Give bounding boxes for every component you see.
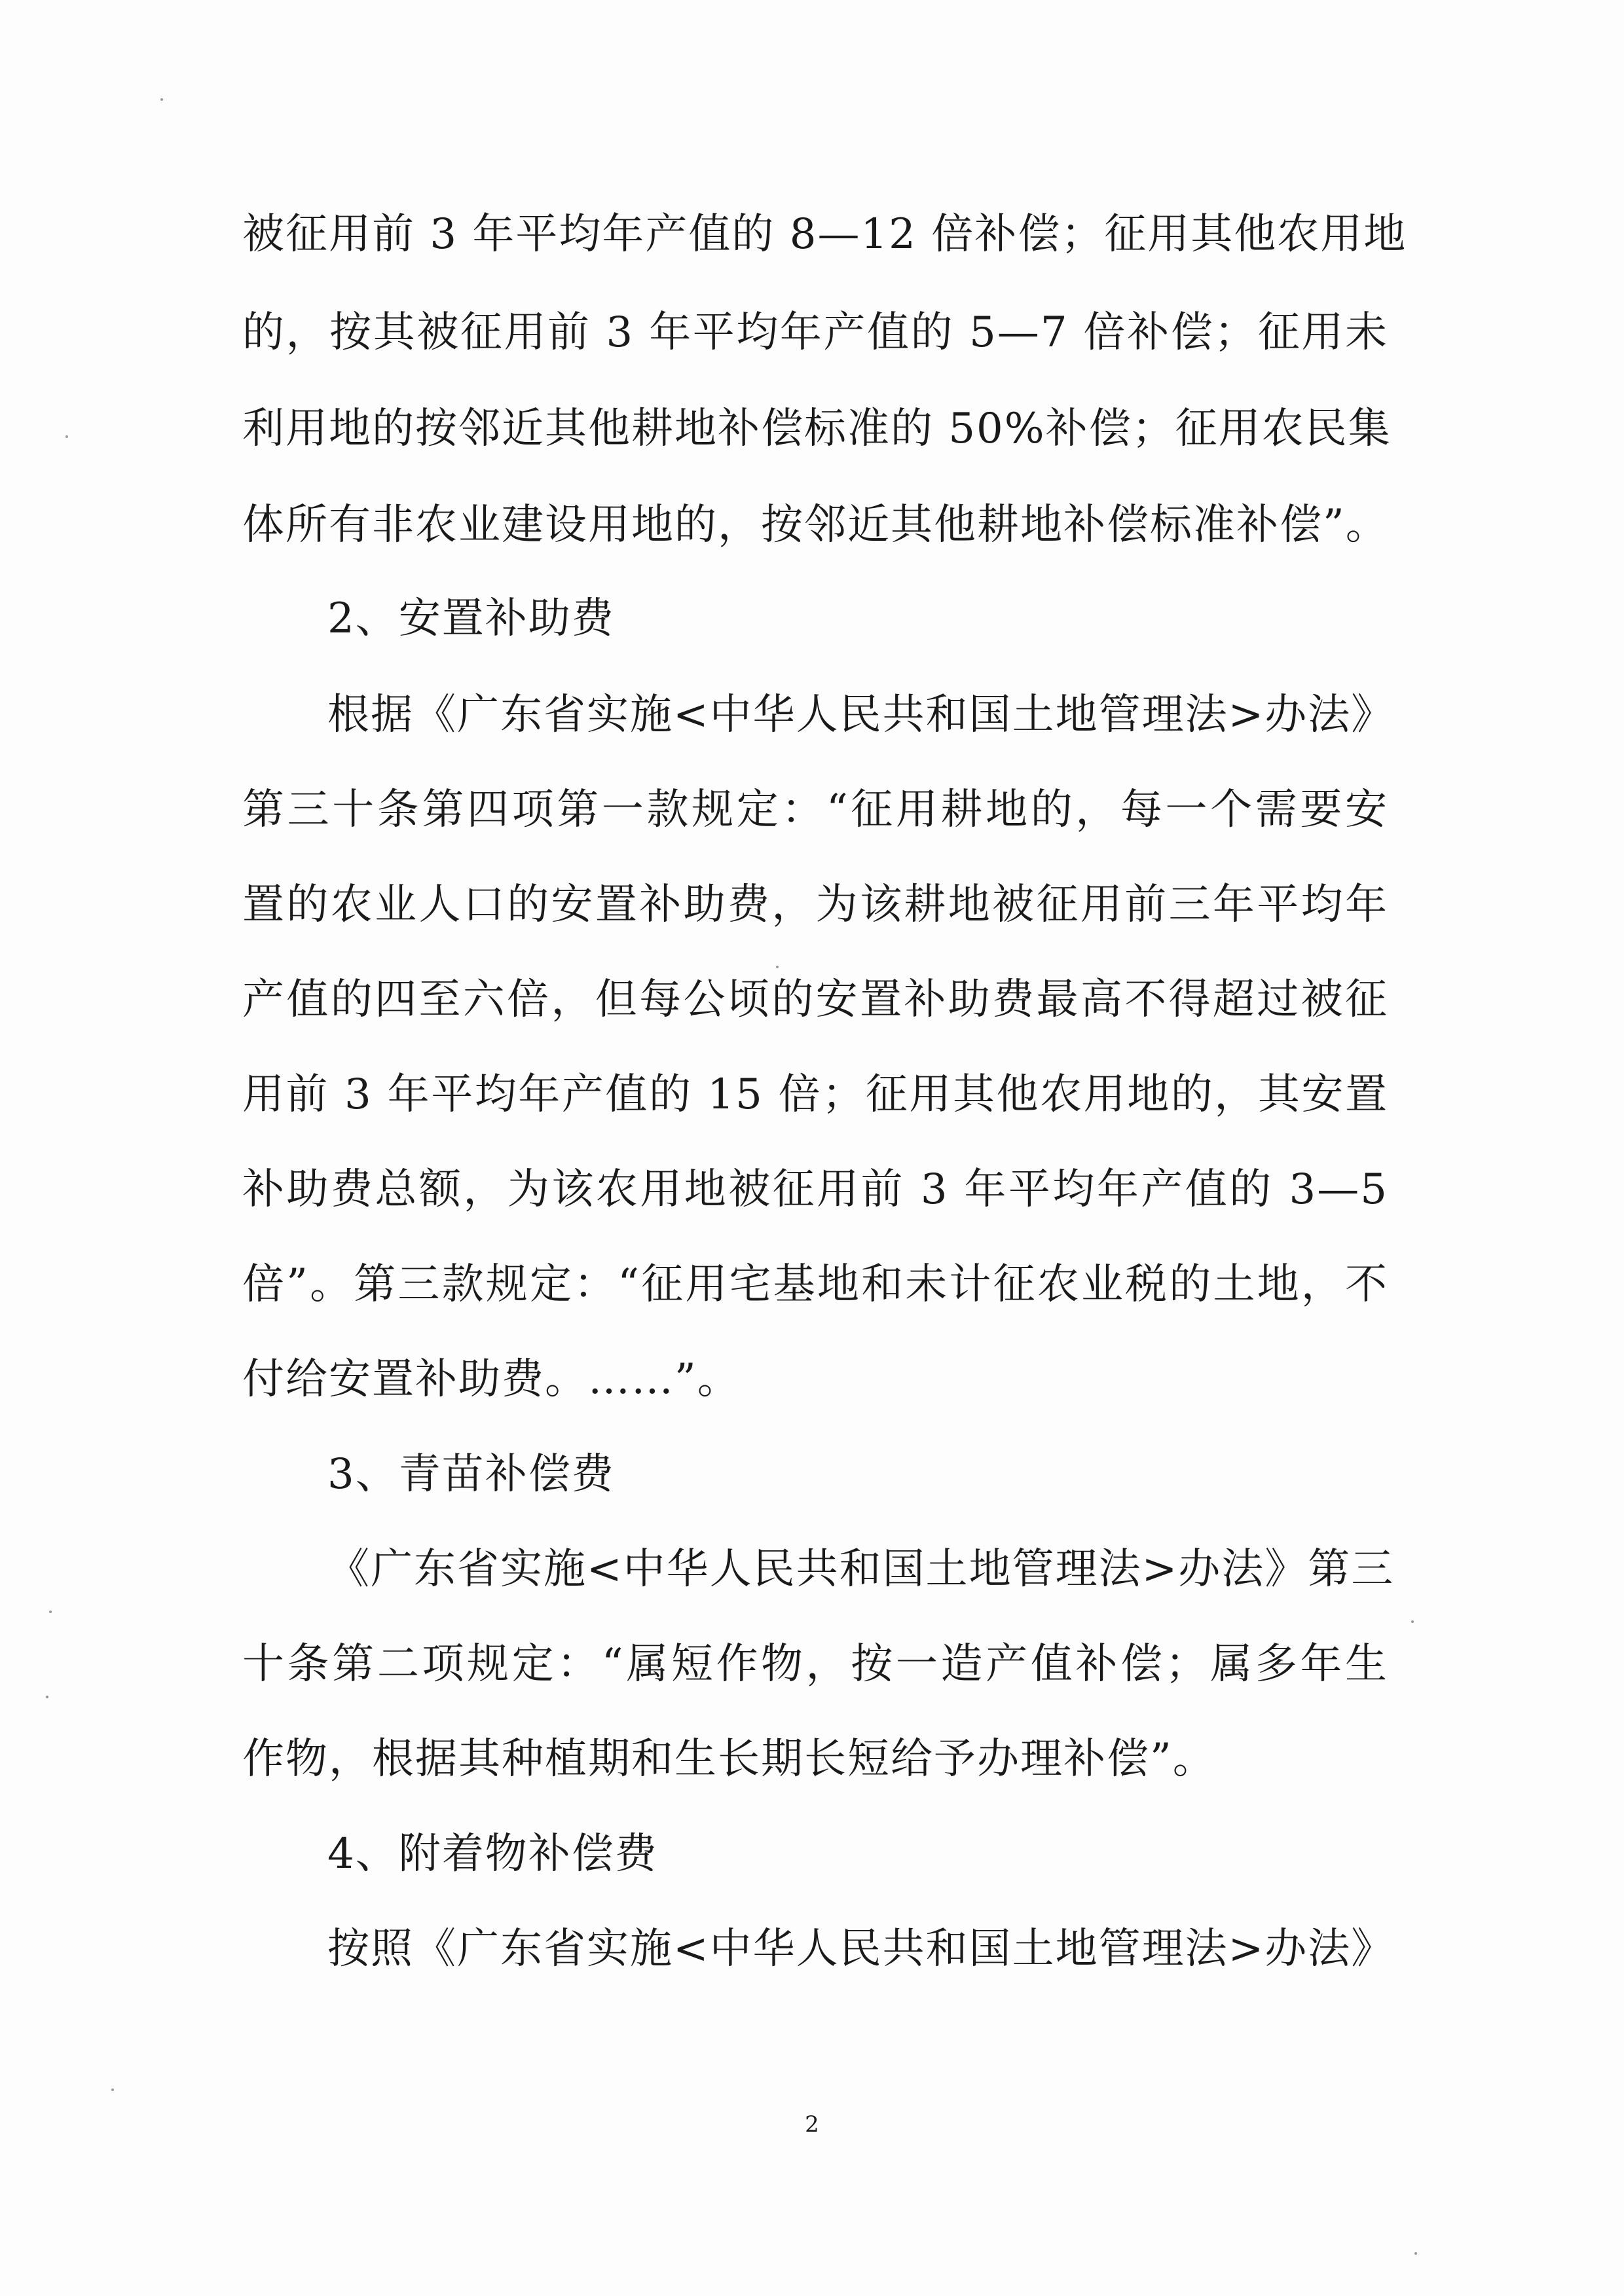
section-heading-resettlement-subsidy: 2、安置补助费 xyxy=(327,594,615,643)
scan-speck xyxy=(160,98,163,101)
text-line-19: 按照《广东省实施<中华人民共和国土地管理法>办法》 xyxy=(327,1925,1395,1973)
text-line-4: 体所有非农业建设用地的，按邻近其他耕地补偿标准补偿”。 xyxy=(242,501,1389,549)
scan-speck xyxy=(111,2088,114,2091)
text-line-13: 付给安置补助费。……”。 xyxy=(242,1355,741,1404)
scan-speck xyxy=(65,435,68,438)
scan-speck xyxy=(46,1696,48,1698)
scan-speck xyxy=(776,966,779,968)
scan-speck xyxy=(1414,2252,1417,2255)
text-line-17: 作物，根据其种植期和生长期长短给予办理补偿”。 xyxy=(242,1735,1216,1783)
text-line-10: 用前 3 年平均年产值的 15 倍；征用其他农用地的，其安置 xyxy=(242,1070,1388,1119)
text-line-6: 根据《广东省实施<中华人民共和国土地管理法>办法》 xyxy=(327,691,1395,739)
text-line-16: 十条第二项规定：“属短作物，按一造产值补偿；属多年生 xyxy=(242,1640,1388,1688)
text-line-3: 利用地的按邻近其他耕地补偿标准的 50%补偿；征用农民集 xyxy=(242,405,1392,453)
text-line-8: 置的农业人口的安置补助费，为该耕地被征用前三年平均年 xyxy=(242,881,1388,929)
text-line-15: 《广东省实施<中华人民共和国土地管理法>办法》第三 xyxy=(327,1545,1395,1594)
text-line-9: 产值的四至六倍，但每公顷的安置补助费最高不得超过被征 xyxy=(242,975,1388,1024)
page-number: 2 xyxy=(805,2111,819,2138)
section-heading-crop-compensation: 3、青苗补偿费 xyxy=(327,1450,615,1499)
text-line-2: 的，按其被征用前 3 年平均年产值的 5—7 倍补偿；征用未 xyxy=(242,308,1388,357)
scan-speck xyxy=(1411,1620,1414,1623)
text-line-1: 被征用前 3 年平均年产值的 8—12 倍补偿；征用其他农用地 xyxy=(242,210,1407,259)
section-heading-attachment-compensation: 4、附着物补偿费 xyxy=(327,1830,658,1878)
scan-speck xyxy=(49,1611,52,1613)
text-line-7: 第三十条第四项第一款规定：“征用耕地的，每一个需要安 xyxy=(242,786,1388,834)
text-line-11: 补助费总额，为该农用地被征用前 3 年平均年产值的 3—5 xyxy=(242,1165,1388,1214)
text-line-12: 倍”。第三款规定：“征用宅基地和未计征农业税的土地，不 xyxy=(242,1260,1388,1309)
